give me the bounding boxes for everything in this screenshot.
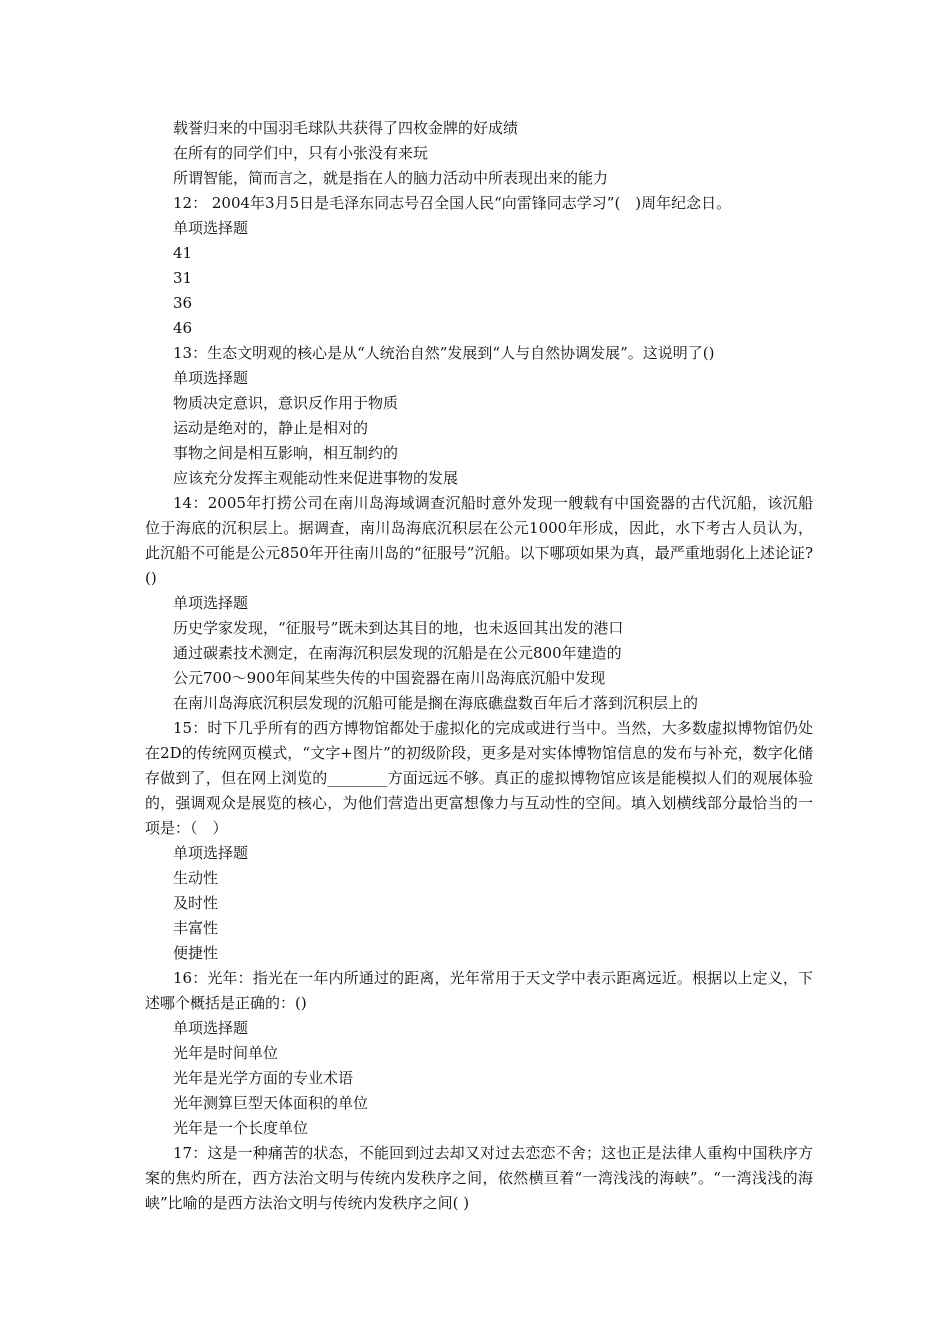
- question-16-option-d: 光年是一个长度单位: [173, 1119, 309, 1137]
- question-12-option-c: 36: [173, 294, 193, 312]
- question-13-option-a: 物质决定意识，意识反作用于物质: [173, 394, 399, 412]
- question-14-option-d: 在南川岛海底沉积层发现的沉船可能是搁在海底礁盘数百年后才落到沉积层上的: [173, 694, 699, 712]
- question-12-type: 单项选择题: [173, 219, 249, 237]
- question-15-stem: 15：时下几乎所有的西方博物馆都处于虚拟化的完成或进行当中。当然，大多数虚拟博物馆仍处在2D的传统网页模式，“文字+图片”的初级阶段，更多是对实体博物馆信息的发布与补充，数字化储存做到了，但在网上浏览的________方面远远不够。真正的虚拟博物馆应该是能模拟人们的观展体验的，强调观众是展览的核心，为他们营造出更富想像力与互动性的空间。填入划横线部分最恰当的一项是：（ ）: [145, 719, 813, 837]
- question-15-option-b: 及时性: [173, 894, 219, 912]
- document-page: [145, 116, 813, 1216]
- question-13-type: 单项选择题: [173, 369, 249, 387]
- question-15-option-d: 便捷性: [173, 944, 219, 962]
- prev-option-2: 在所有的同学们中，只有小张没有来玩: [173, 144, 429, 162]
- question-14-option-b: 通过碳素技术测定，在南海沉积层发现的沉船是在公元800年建造的: [173, 644, 622, 662]
- question-14-option-c: 公元700～900年间某些失传的中国瓷器在南川岛海底沉船中发现: [173, 669, 606, 687]
- question-14-option-a: 历史学家发现，“征服号”既未到达其目的地，也未返回其出发的港口: [173, 619, 624, 637]
- question-14-type: 单项选择题: [173, 594, 249, 612]
- question-16-type: 单项选择题: [173, 1019, 249, 1037]
- question-17-stem: 17：这是一种痛苦的状态，不能回到过去却又对过去恋恋不舍；这也正是法律人重构中国秩序方案的焦灼所在，西方法治文明与传统内发秩序之间，依然横亘着“一湾浅浅的海峡”。“一湾浅浅的海峡”比喻的是西方法治文明与传统内发秩序之间( ): [145, 1144, 813, 1212]
- question-12-option-b: 31: [173, 269, 193, 287]
- question-16-option-b: 光年是光学方面的专业术语: [173, 1069, 354, 1087]
- question-16-option-a: 光年是时间单位: [173, 1044, 279, 1062]
- question-14-stem: 14：2005年打捞公司在南川岛海域调查沉船时意外发现一艘载有中国瓷器的古代沉船，该沉船位于海底的沉积层上。据调查，南川岛海底沉积层在公元1000年形成，因此，水下考古人员认为，此沉船不可能是公元850年开往南川岛的“征服号”沉船。以下哪项如果为真，最严重地弱化上述论证?(): [145, 494, 813, 587]
- question-16-stem: 16：光年：指光在一年内所通过的距离，光年常用于天文学中表示距离远近。根据以上定义，下述哪个概括是正确的：(): [145, 969, 813, 1012]
- question-15-option-a: 生动性: [173, 869, 219, 887]
- prev-option-3: 所谓智能，简而言之，就是指在人的脑力活动中所表现出来的能力: [173, 169, 609, 187]
- question-13-option-c: 事物之间是相互影响，相互制约的: [173, 444, 399, 462]
- question-13-option-d: 应该充分发挥主观能动性来促进事物的发展: [173, 469, 459, 487]
- question-13-option-b: 运动是绝对的，静止是相对的: [173, 419, 369, 437]
- question-13-stem: 13：生态文明观的核心是从“人统治自然”发展到“人与自然协调发展”。这说明了(): [173, 344, 715, 362]
- question-15-option-c: 丰富性: [173, 919, 219, 937]
- question-12-option-a: 41: [173, 244, 193, 262]
- question-12-stem: 12： 2004年3月5日是毛泽东同志号召全国人民“向雷锋同志学习”( )周年纪念日。: [173, 194, 732, 212]
- question-15-type: 单项选择题: [173, 844, 249, 862]
- question-12-option-d: 46: [173, 319, 193, 337]
- question-16-option-c: 光年测算巨型天体面积的单位: [173, 1094, 369, 1112]
- prev-option-1: 载誉归来的中国羽毛球队共获得了四枚金牌的好成绩: [173, 119, 519, 137]
